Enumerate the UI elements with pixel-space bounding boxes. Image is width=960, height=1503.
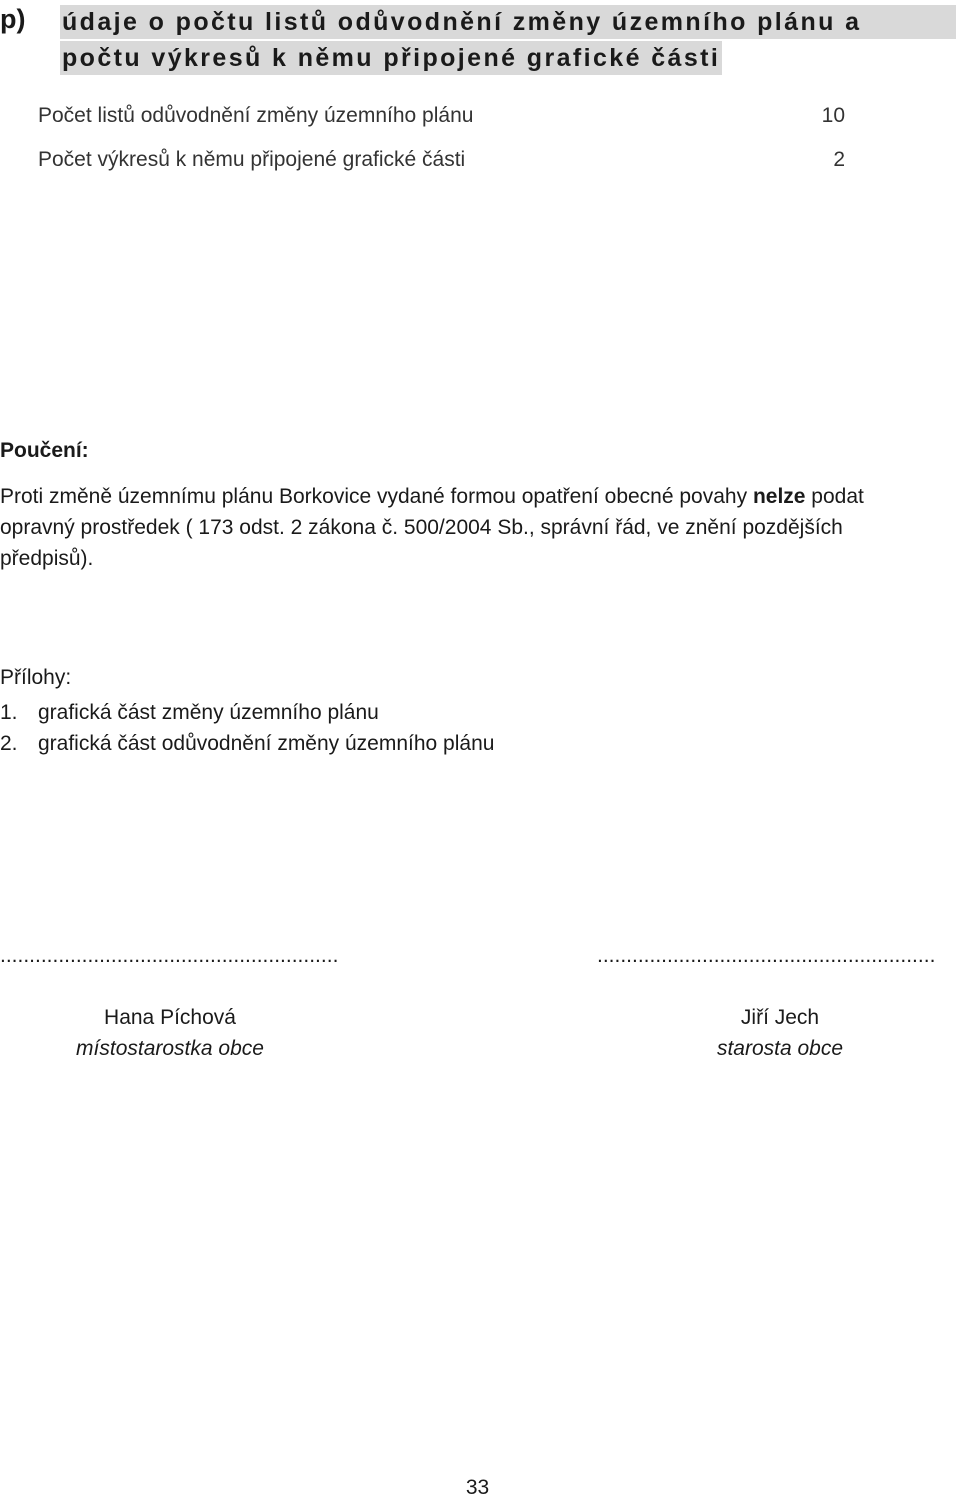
page-number: 33 <box>465 1476 490 1499</box>
attachments-title: Přílohy: <box>0 666 72 689</box>
attachment-number: 1. <box>0 701 18 724</box>
signature-line-left: .......................................................... <box>0 944 339 967</box>
instruction-text-bold: nelze <box>752 485 806 508</box>
attachment-number: 2. <box>0 732 18 755</box>
section-letter: p) <box>0 4 26 34</box>
signature-role-right: starosta obce <box>716 1037 844 1060</box>
attachment-item <box>0 697 494 728</box>
instruction-title: Poučení: <box>0 439 89 462</box>
signature-role-left: místostarostka obce <box>76 1037 264 1060</box>
signature-line-right: .......................................................... <box>597 944 936 967</box>
instruction-text-before: Proti změně územnímu plánu Borkovice vydané formou opatření obecné povahy <box>0 485 753 508</box>
instruction-text-after: podat opravný prostředek ( 173 odst. 2 zákona č. 500/2004 Sb., správní řád, ve znění pozdějších předpisů). <box>0 485 864 570</box>
count-label-drawings: Počet výkresů k němu připojené grafické části <box>38 148 466 171</box>
attachment-text: grafická část změny územního plánu <box>38 701 379 724</box>
count-value-drawings: 2 <box>833 148 845 171</box>
count-value-sheets: 10 <box>821 104 845 127</box>
section-title-line-2: počtu výkresů k němu připojené grafické části <box>60 41 722 75</box>
signature-name-left: Hana Píchová <box>104 1006 236 1029</box>
signature-name-right: Jiří Jech <box>740 1006 820 1029</box>
instruction-text <box>0 481 940 574</box>
attachment-text: grafická část odůvodnění změny územního plánu <box>38 732 495 755</box>
attachments-list <box>0 697 494 759</box>
count-label-sheets: Počet listů odůvodnění změny územního plánu <box>38 104 474 127</box>
attachment-item <box>0 728 494 759</box>
section-title-line-1: údaje o počtu listů odůvodnění změny územního plánu a <box>60 5 956 39</box>
